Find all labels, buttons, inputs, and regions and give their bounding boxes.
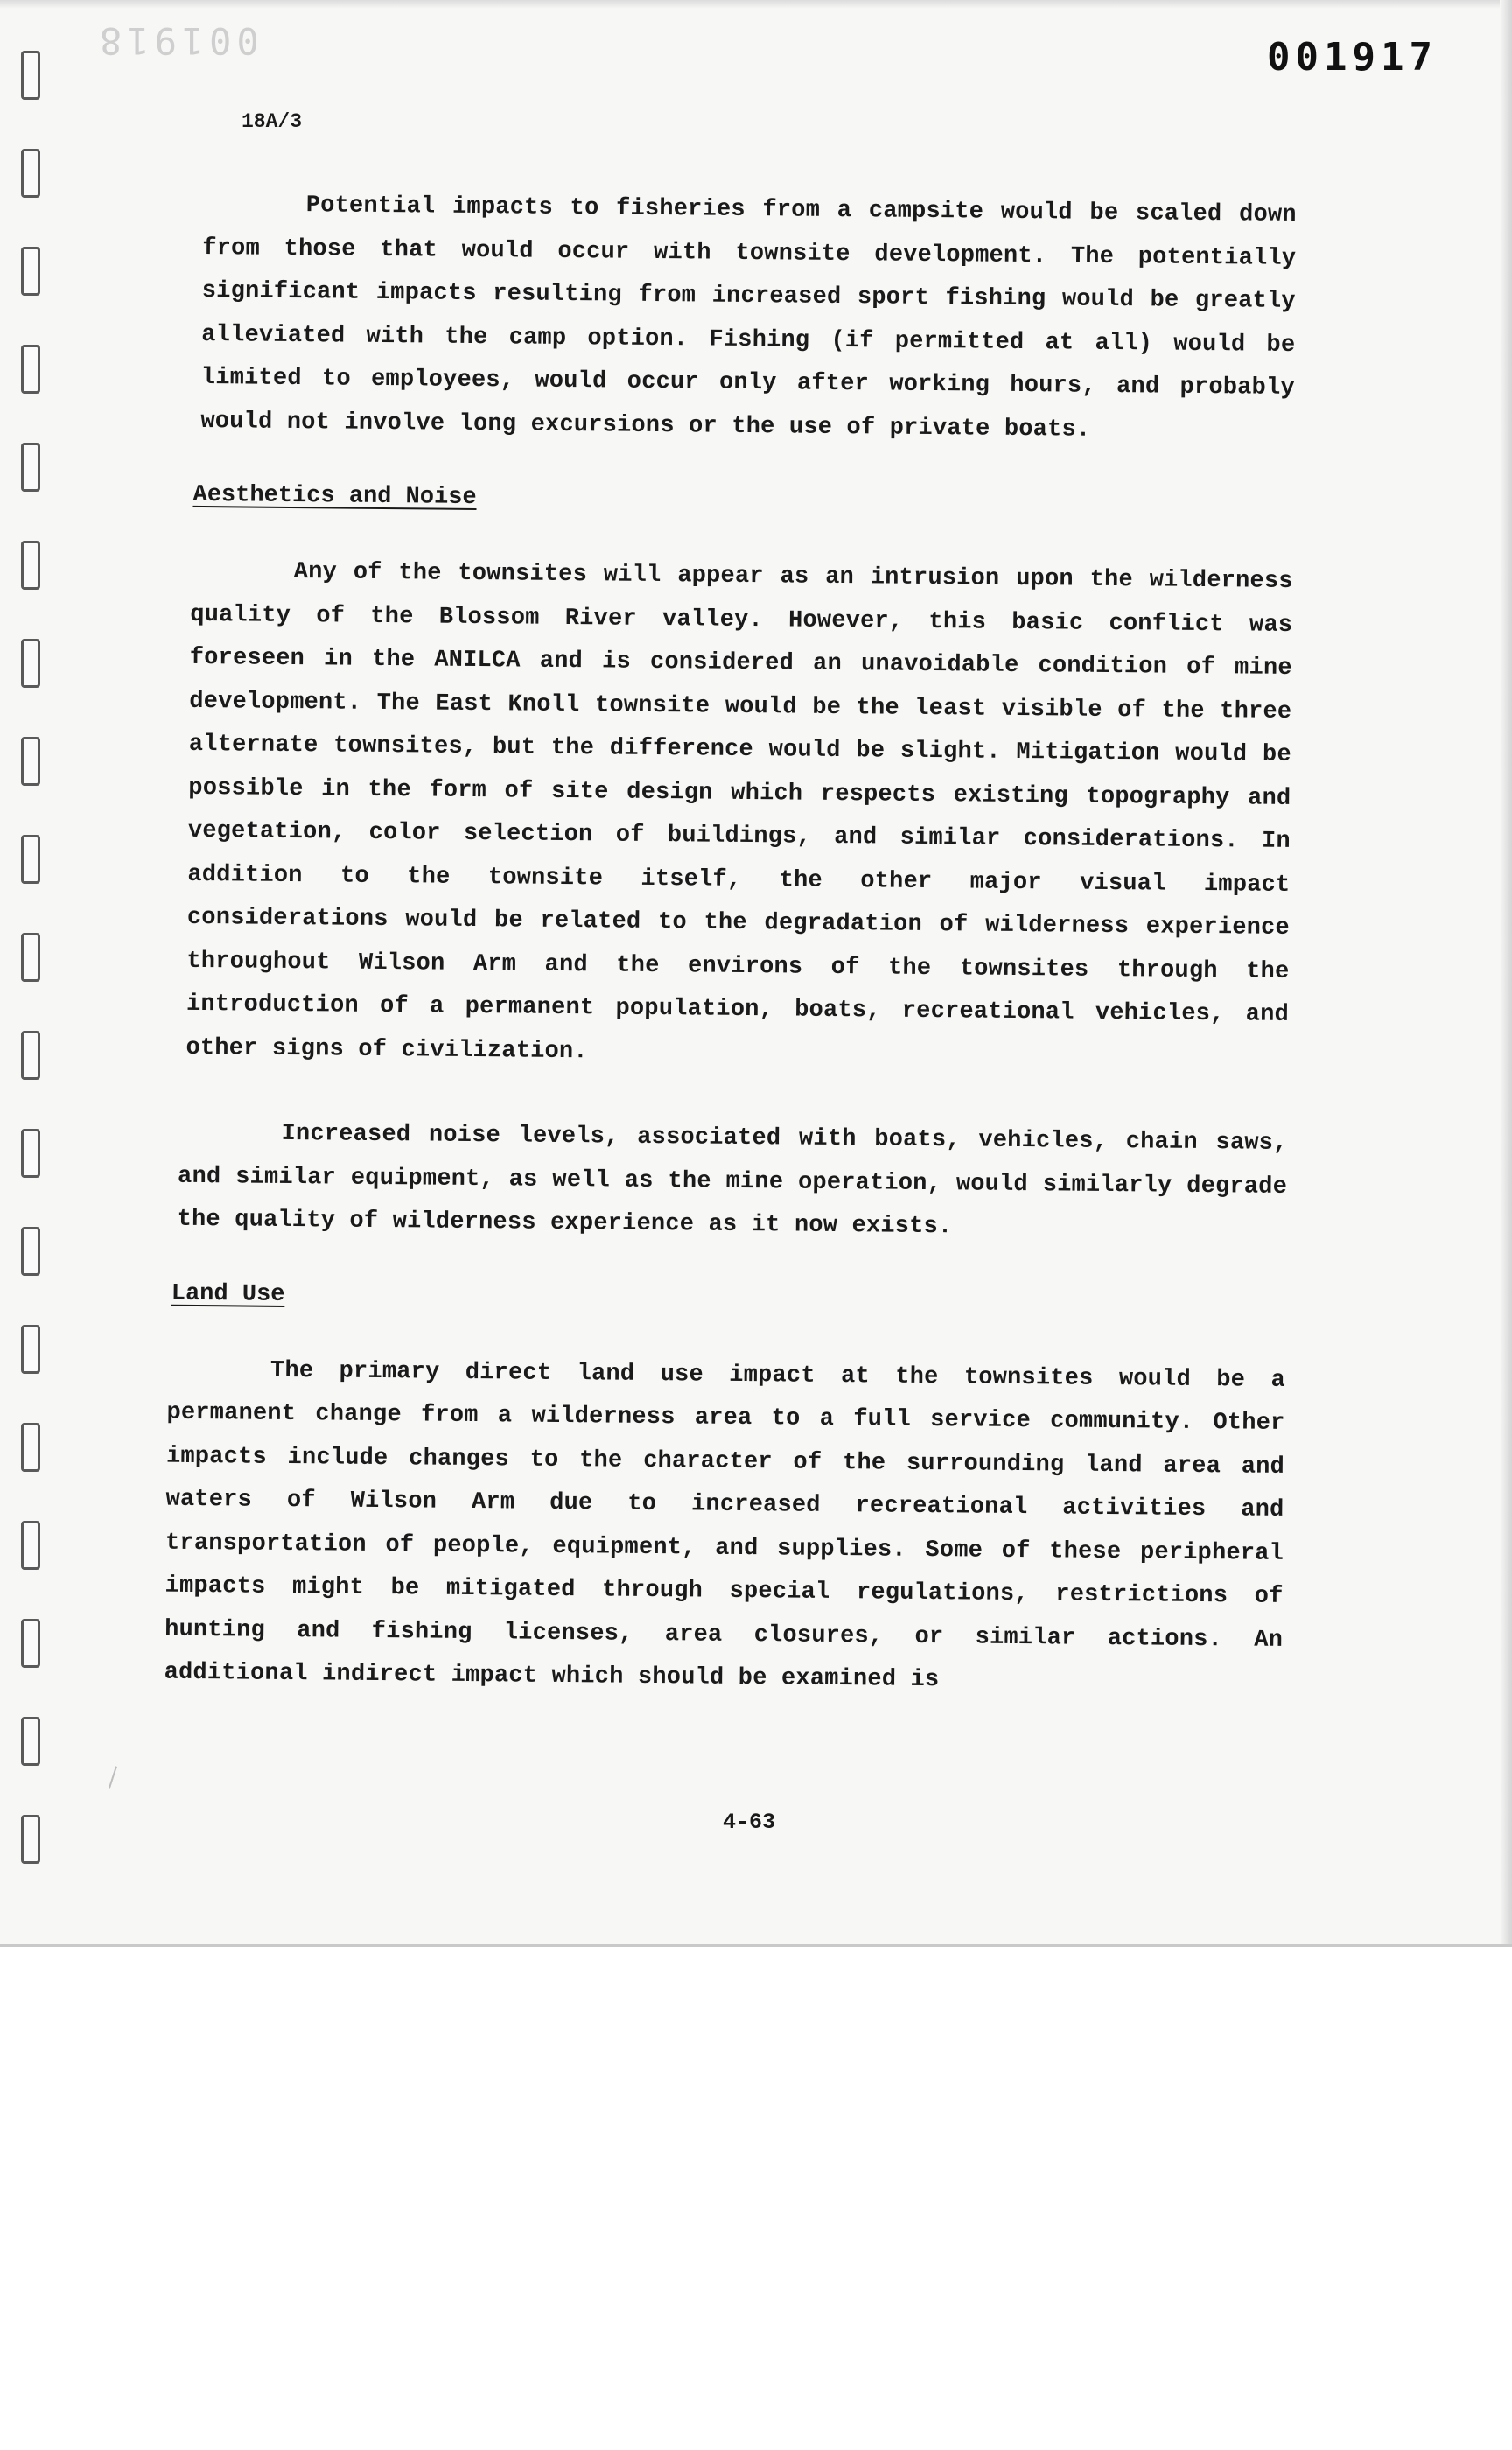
binder-hole: [21, 639, 40, 688]
binder-hole: [21, 1815, 40, 1864]
binder-hole: [21, 835, 40, 884]
binder-hole: [21, 1423, 40, 1472]
binder-hole: [21, 541, 40, 590]
binder-hole: [21, 933, 40, 982]
section-heading-aesthetics: Aesthetics and Noise: [192, 481, 477, 512]
binder-hole: [21, 1717, 40, 1766]
fisheries-paragraph: Potential impacts to fisheries from a campsite would be scaled down from those that would occur with townsite development. The potentially significant impacts resulting from increased sport fishing would be greatly alleviated with the camp option. Fishing (if permitted at all) would be limited to employees, would occur only after working hours, and probably would not involve long excursions or the use of private boats.: [200, 192, 1297, 444]
binder-hole: [21, 1129, 40, 1178]
bleed-through-stamp: 001918: [94, 19, 259, 62]
binder-hole: [21, 149, 40, 198]
page-right-edge: [1500, 0, 1512, 1944]
document-code: 18A/3: [242, 110, 303, 133]
land-use-paragraph: The primary direct land use impact at the townsites would be a permanent change from a wilderness area to a full service community. Other impacts include changes to the character of the surrounding land area and waters of Wilson Arm due to increased recreational activities and transportation of people, equipment, and supplies. Some of these peripheral impacts might be mitigated through special regulations, restrictions of hunting and fishing licenses, area closures, or similar actions. An additional indirect impact which should be examined is: [164, 1357, 1286, 1694]
binder-hole: [21, 1227, 40, 1276]
binder-hole: [21, 737, 40, 786]
land-use-section: [172, 1280, 1286, 1317]
section-heading-land-use: Land Use: [171, 1280, 285, 1308]
stray-pen-mark: [108, 1766, 117, 1788]
binder-hole: [21, 1031, 40, 1080]
binder-hole: [21, 443, 40, 492]
binder-hole: [21, 1325, 40, 1374]
aesthetics-section: [192, 481, 1293, 519]
page-number: 4-63: [723, 1810, 776, 1835]
document-number: 001917: [1267, 35, 1438, 80]
body-text: [164, 184, 1297, 1705]
noise-paragraph: Increased noise levels, associated with boats, vehicles, chain saws, and similar equipment, as well as the mine operation, would similarly degrade the quality of wilderness experience as it now exists.: [177, 1120, 1288, 1241]
aesthetics-paragraph: Any of the townsites will appear as an intrusion upon the wilderness quality of the Blossom River valley. However, this basic conflict was foreseen in the ANILCA and is considered an unavoidable condition of mine development. The East Knoll townsite would be the least visible of the three alternate townsites, but the difference would be slight. Mitigation would be possible in the form of site design which respects existing topography and vegetation, color selection of buildings, and similar considerations. In addition to the townsite itself, the other major visual impact considerations would be related to the degradation of wilderness experience throughout Wilson Arm and the environs of the townsites through the introduction of a permanent population, boats, recreational vehicles, and other signs of civilization.: [186, 559, 1293, 1065]
binder-holes: [21, 51, 56, 1871]
binder-hole: [21, 247, 40, 296]
binder-hole: [21, 51, 40, 100]
page-top-edge: [0, 0, 1512, 9]
binder-hole: [21, 1619, 40, 1668]
binder-hole: [21, 1521, 40, 1570]
binder-hole: [21, 345, 40, 394]
